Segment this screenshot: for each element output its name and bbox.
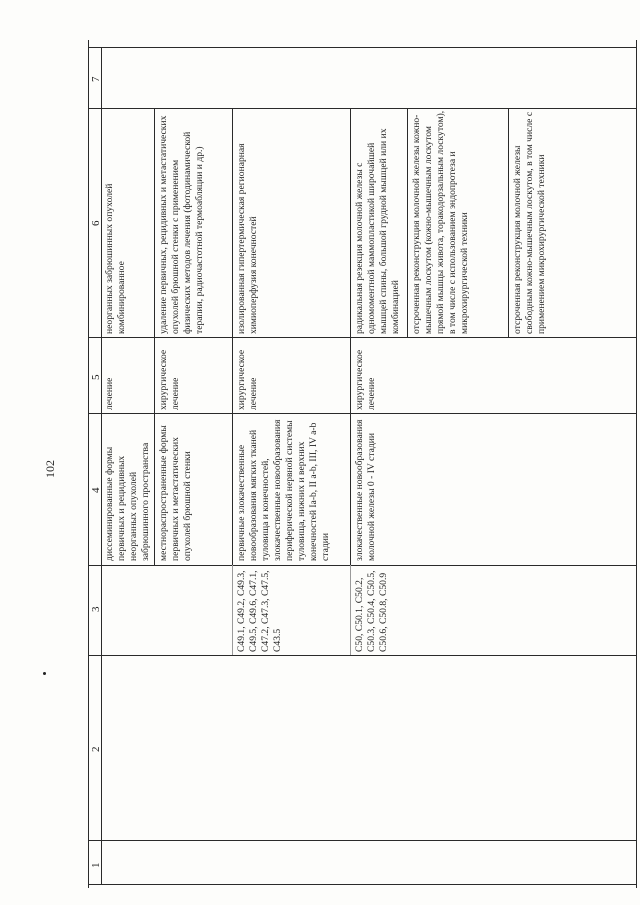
column-number-7: 7 xyxy=(90,76,102,82)
row1-diagnosis: диссеминированные формы первичных и рецидивных неорганных опухолей забрюшинного пространства xyxy=(104,442,151,561)
row3-treatment: хирургическое лечение xyxy=(236,349,259,410)
column-line-2-3 xyxy=(88,655,636,656)
column-number-2: 2 xyxy=(90,746,102,752)
method-line-a xyxy=(407,108,408,337)
column-number-6: 6 xyxy=(90,220,102,226)
table-right-border xyxy=(636,40,637,888)
row3-method: изолированная гипертермическая регионарная химиоперфузия конечностей xyxy=(236,143,259,334)
row4-treatment: хирургическое лечение xyxy=(354,349,377,410)
table-bottom-border xyxy=(88,884,636,885)
column-number-4: 4 xyxy=(90,487,102,493)
row2-diagnosis: местнораспространенные формы первичных и метастатических опухолей брюшной стенки xyxy=(158,425,193,561)
page-number: 102 xyxy=(43,460,57,478)
column-number-5: 5 xyxy=(90,374,102,380)
row3-diagnosis: первичные злокачественные новообразования мягких тканей туловища и конечностей, злокачественные новообразования периферической нервной системы туловища, нижних и верхних конечностей Ia-b, II a-b, III, IV a-b стадии xyxy=(236,419,331,561)
column-line-6-7 xyxy=(88,108,636,109)
row1-method: неорганных забрюшинных опухолей комбинированное xyxy=(104,183,127,334)
row2-treatment: хирургическое лечение xyxy=(158,349,181,410)
row-line-1-2 xyxy=(154,108,155,565)
row4-method-2: отсроченная реконструкция молочной железы кожно-мышечным лоскутом (кожно-мышечным лоскутом прямой мышцы живота, торакодорзальным лоскутом), в том числе с использованием эндопротеза и микрохирургической техники xyxy=(411,110,470,334)
scan-speck xyxy=(43,672,46,675)
row4-codes: C50, C50.1, C50.2, C50.3, C50.4, C50.5, C50.6, C50.8, C50.9 xyxy=(354,570,389,652)
table-top-border xyxy=(88,47,636,48)
column-number-1: 1 xyxy=(90,862,102,868)
row4-diagnosis: злокачественные новообразования молочной железы 0 - IV стадии xyxy=(354,419,377,561)
method-line-b xyxy=(508,108,509,337)
column-line-1-2 xyxy=(88,840,636,841)
table-left-border xyxy=(88,40,89,888)
column-number-3: 3 xyxy=(90,606,102,612)
row2-method: удаление первичных, рецидивных и метастатических опухолей брюшной стенки с применением физических методов лечения (фотодинамической терапии, радиочастотной термоабляции и др.) xyxy=(158,115,205,334)
code-divider-2 xyxy=(350,565,351,655)
row1-treatment: лечение xyxy=(104,377,115,410)
row-line-2-3 xyxy=(232,108,233,565)
row4-method-1: радикальная резекция молочной железы с одномоментной маммопластикой широчайшей мышцей спины, большой грудной мышцей или их комбинацией xyxy=(354,128,401,334)
code-divider xyxy=(232,565,233,655)
row-line-3-4 xyxy=(350,108,351,565)
header-strip-line xyxy=(101,47,102,884)
row3-codes: C49.1, C49.2, C49.3, C49.5, C49.6, C47.1, C47.2, C47.3, C47.5, C43.5 xyxy=(236,570,283,652)
column-line-4-5 xyxy=(88,413,636,414)
row4-method-3: отсроченная реконструкция молочной железы свободным кожно-мышечным лоскутом, в том числе с применением микрохирургической техники xyxy=(512,111,547,334)
